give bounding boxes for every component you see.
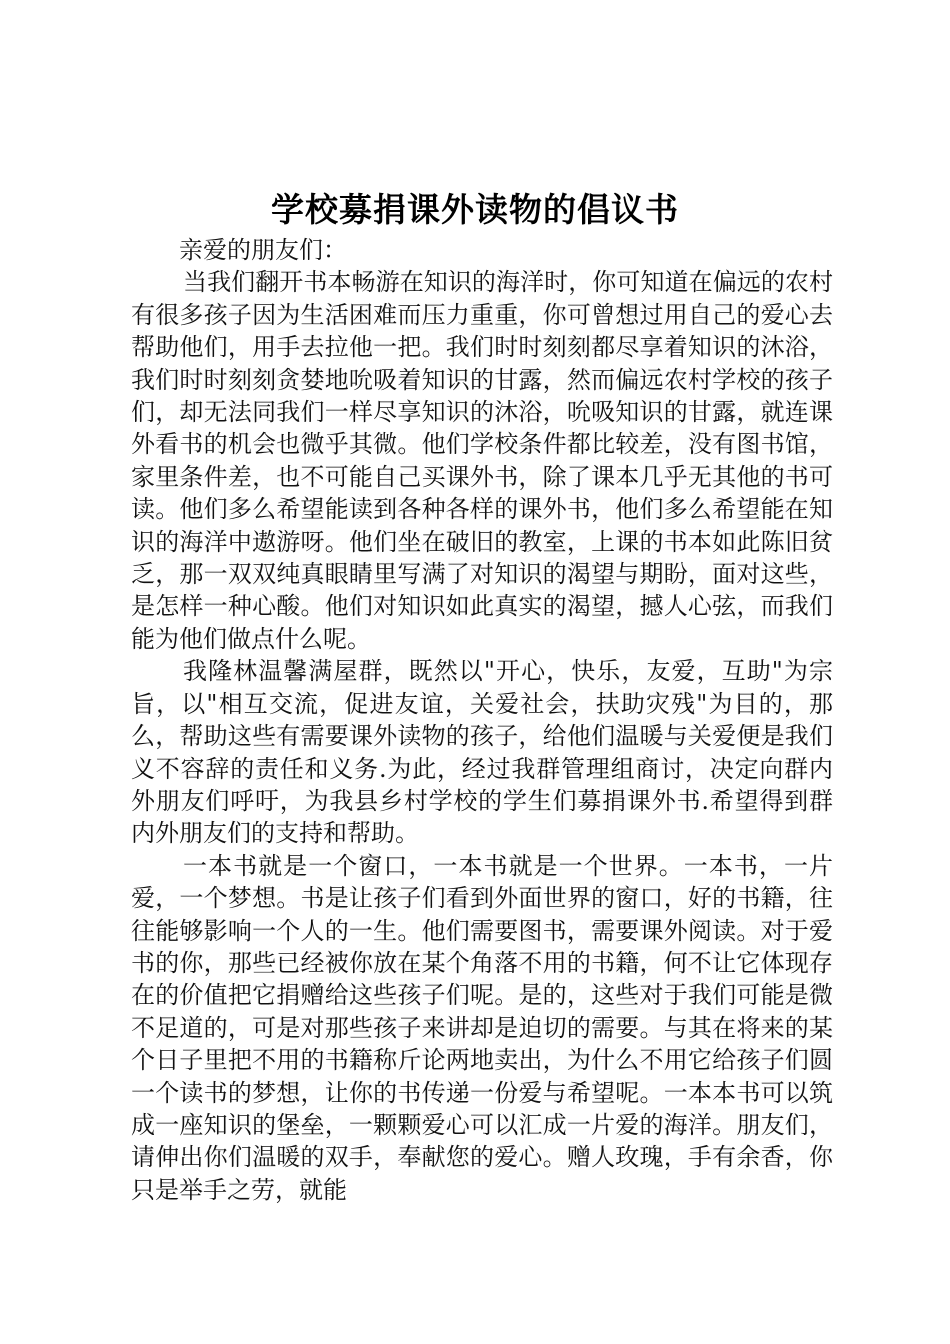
paragraph-1: 当我们翻开书本畅游在知识的海洋时，你可知道在偏远的农村有很多孩子因为生活困难而压力重重，你可曾想过用自己的爱心去帮助他们，用手去拉他一把。我们时时刻刻都尽享着知识的沐浴，我们时时刻刻贪婪地吮吸着知识的甘露，然而偏远农村学校的孩子们，却无法同我们一样尽享知识的沐浴，吮吸知识的甘露，就连课外看书的机会也微乎其微。他们学校条件都比较差，没有图书馆，家里条件差，也不可能自己买课外书，除了课本几乎无其他的书可读。他们多么希望能读到各种各样的课外书，他们多么希望能在知识的海洋中遨游呀。他们坐在破旧的教室，上课的书本如此陈旧贫乏，那一双双纯真眼睛里写满了对知识的渴望与期盼，面对这些，是怎样一种心酸。他们对知识如此真实的渴望，撼人心弦，而我们能为他们做点什么呢。: [131, 268, 833, 653]
paragraph-2: 我隆林温馨满屋群，既然以"开心，快乐，友爱，互助"为宗旨，以"相互交流，促进友谊，关爱社会，扶助灾残"为目的，那么，帮助这些有需要课外读物的孩子，给他们温暖与关爱便是我们义不容辞的责任和义务.为此，经过我群管理组商讨，决定向群内外朋友们呼吁，为我县乡村学校的学生们募捐课外书.希望得到群内外朋友们的支持和帮助。: [131, 657, 833, 848]
document-title: 学校募捐课外读物的倡议书: [271, 190, 679, 229]
paragraph-3: 一本书就是一个窗口，一本书就是一个世界。一本书，一片爱，一个梦想。书是让孩子们看到外面世界的窗口，好的书籍，往往能够影响一个人的一生。他们需要图书，需要课外阅读。对于爱书的你，那些已经被你放在某个角落不用的书籍，何不让它体现存在的价值把它捐赠给这些孩子们呢。是的，这些对于我们可能是微不足道的，可是对那些孩子来讲却是迫切的需要。与其在将来的某个日子里把不用的书籍称斤论两地卖出，为什么不用它给孩子们圆一个读书的梦想，让你的书传递一份爱与希望呢。一本本书可以筑成一座知识的堡垒，一颗颗爱心可以汇成一片爱的海洋。朋友们，请伸出你们温暖的双手，奉献您的爱心。赠人玫瑰，手有余香，你只是举手之劳，就能: [131, 851, 833, 1204]
document-body: [131, 234, 833, 1206]
greeting: 亲爱的朋友们：: [179, 236, 347, 264]
